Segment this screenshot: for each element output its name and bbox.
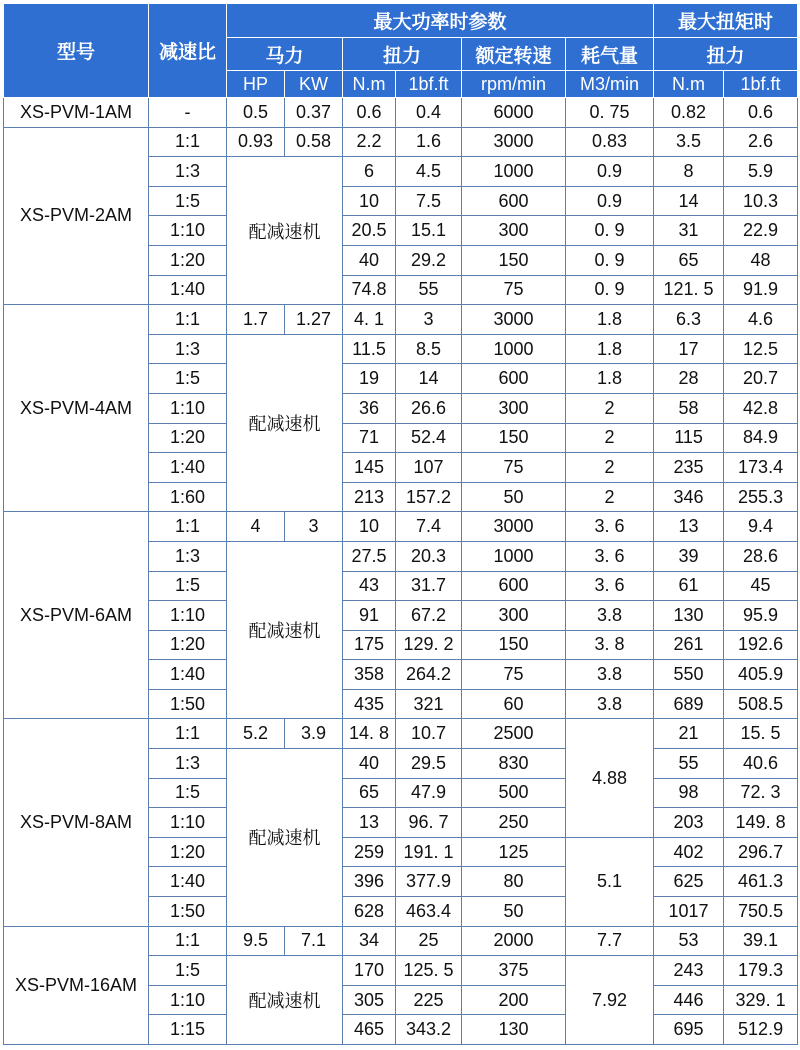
torque-lbf-cell: 3 — [396, 305, 462, 335]
ratio-cell: 1:50 — [149, 897, 227, 927]
air-cell: 0. 9 — [566, 216, 654, 246]
max-torque-nm-cell: 402 — [654, 837, 724, 867]
air-cell: 2 — [566, 423, 654, 453]
max-torque-lbf-cell: 10.3 — [724, 186, 798, 216]
torque-lbf-cell: 67.2 — [396, 601, 462, 631]
air-cell: 7.92 — [566, 956, 654, 1045]
max-torque-nm-cell: 446 — [654, 985, 724, 1015]
hp-cell: 0.5 — [227, 98, 285, 128]
max-torque-lbf-cell: 5.9 — [724, 157, 798, 187]
torque-lbf-cell: 14 — [396, 364, 462, 394]
max-torque-lbf-cell: 42.8 — [724, 393, 798, 423]
table-body — [4, 98, 798, 1045]
rpm-cell: 300 — [462, 601, 566, 631]
hp-cell: 4 — [227, 512, 285, 542]
max-torque-lbf-cell: 95.9 — [724, 601, 798, 631]
unit-lbf-max: 1bf.ft — [724, 71, 798, 98]
ratio-cell: 1:10 — [149, 393, 227, 423]
unit-hp: HP — [227, 71, 285, 98]
max-torque-nm-cell: 261 — [654, 630, 724, 660]
max-torque-lbf-cell: 12.5 — [724, 334, 798, 364]
max-torque-nm-cell: 31 — [654, 216, 724, 246]
air-cell: 0.9 — [566, 186, 654, 216]
kw-cell: 1.27 — [285, 305, 343, 335]
rpm-cell: 3000 — [462, 512, 566, 542]
torque-lbf-cell: 47.9 — [396, 778, 462, 808]
max-torque-nm-cell: 65 — [654, 245, 724, 275]
torque-lbf-cell: 55 — [396, 275, 462, 305]
max-torque-nm-cell: 3.5 — [654, 127, 724, 157]
rpm-cell: 3000 — [462, 127, 566, 157]
torque-nm-cell: 40 — [343, 245, 396, 275]
torque-nm-cell: 0.6 — [343, 98, 396, 128]
torque-lbf-cell: 377.9 — [396, 867, 462, 897]
ratio-cell: 1:40 — [149, 275, 227, 305]
max-torque-nm-cell: 203 — [654, 808, 724, 838]
torque-lbf-cell: 31.7 — [396, 571, 462, 601]
torque-lbf-cell: 10.7 — [396, 719, 462, 749]
max-torque-lbf-cell: 84.9 — [724, 423, 798, 453]
rpm-cell: 600 — [462, 364, 566, 394]
col-header-torque-max: 扭力 — [654, 38, 798, 71]
table-row — [4, 305, 798, 335]
max-torque-nm-cell: 21 — [654, 719, 724, 749]
table-row — [4, 127, 798, 157]
col-header-max-power-group: 最大功率时参数 — [227, 4, 654, 38]
hp-cell: 1.7 — [227, 305, 285, 335]
max-torque-nm-cell: 0.82 — [654, 98, 724, 128]
torque-lbf-cell: 96. 7 — [396, 808, 462, 838]
rpm-cell: 250 — [462, 808, 566, 838]
torque-nm-cell: 305 — [343, 985, 396, 1015]
rpm-cell: 150 — [462, 245, 566, 275]
torque-lbf-cell: 463.4 — [396, 897, 462, 927]
unit-m3: M3/min — [566, 71, 654, 98]
ratio-cell: 1:20 — [149, 423, 227, 453]
ratio-cell: 1:20 — [149, 630, 227, 660]
model-cell: XS-PVM-4AM — [4, 305, 149, 512]
kw-cell: 0.58 — [285, 127, 343, 157]
ratio-cell: 1:1 — [149, 719, 227, 749]
rpm-cell: 50 — [462, 897, 566, 927]
torque-nm-cell: 213 — [343, 482, 396, 512]
unit-rpm: rpm/min — [462, 71, 566, 98]
torque-lbf-cell: 15.1 — [396, 216, 462, 246]
torque-lbf-cell: 8.5 — [396, 334, 462, 364]
table-row — [4, 926, 798, 956]
torque-lbf-cell: 7.5 — [396, 186, 462, 216]
max-torque-nm-cell: 53 — [654, 926, 724, 956]
unit-lbf: 1bf.ft — [396, 71, 462, 98]
max-torque-lbf-cell: 22.9 — [724, 216, 798, 246]
hp-cell: 0.93 — [227, 127, 285, 157]
torque-nm-cell: 19 — [343, 364, 396, 394]
torque-nm-cell: 358 — [343, 660, 396, 690]
rpm-cell: 75 — [462, 275, 566, 305]
torque-nm-cell: 40 — [343, 749, 396, 779]
torque-nm-cell: 10 — [343, 512, 396, 542]
ratio-cell: 1:50 — [149, 689, 227, 719]
air-cell: 0. 9 — [566, 245, 654, 275]
ratio-cell: 1:5 — [149, 778, 227, 808]
torque-nm-cell: 145 — [343, 453, 396, 483]
torque-lbf-cell: 7.4 — [396, 512, 462, 542]
rpm-cell: 60 — [462, 689, 566, 719]
max-torque-nm-cell: 55 — [654, 749, 724, 779]
torque-nm-cell: 170 — [343, 956, 396, 986]
ratio-cell: 1:5 — [149, 571, 227, 601]
max-torque-lbf-cell: 39.1 — [724, 926, 798, 956]
rpm-cell: 50 — [462, 482, 566, 512]
max-torque-nm-cell: 6.3 — [654, 305, 724, 335]
ratio-cell: 1:40 — [149, 867, 227, 897]
torque-lbf-cell: 129. 2 — [396, 630, 462, 660]
rpm-cell: 2500 — [462, 719, 566, 749]
max-torque-nm-cell: 98 — [654, 778, 724, 808]
model-cell: XS-PVM-1AM — [4, 98, 149, 128]
air-cell: 3. 6 — [566, 571, 654, 601]
torque-nm-cell: 6 — [343, 157, 396, 187]
max-torque-nm-cell: 689 — [654, 689, 724, 719]
max-torque-lbf-cell: 9.4 — [724, 512, 798, 542]
torque-lbf-cell: 29.2 — [396, 245, 462, 275]
max-torque-lbf-cell: 48 — [724, 245, 798, 275]
max-torque-lbf-cell: 461.3 — [724, 867, 798, 897]
torque-nm-cell: 43 — [343, 571, 396, 601]
torque-nm-cell: 259 — [343, 837, 396, 867]
air-cell: 0.83 — [566, 127, 654, 157]
torque-lbf-cell: 26.6 — [396, 393, 462, 423]
col-header-ratio: 减速比 — [149, 4, 227, 98]
model-cell: XS-PVM-2AM — [4, 127, 149, 305]
max-torque-nm-cell: 115 — [654, 423, 724, 453]
rpm-cell: 75 — [462, 453, 566, 483]
max-torque-nm-cell: 17 — [654, 334, 724, 364]
max-torque-lbf-cell: 508.5 — [724, 689, 798, 719]
ratio-cell: 1:10 — [149, 216, 227, 246]
rpm-cell: 300 — [462, 216, 566, 246]
table-row — [4, 719, 798, 749]
torque-nm-cell: 396 — [343, 867, 396, 897]
max-torque-lbf-cell: 72. 3 — [724, 778, 798, 808]
reducer-note: 配减速机 — [227, 956, 343, 1045]
ratio-cell: 1:10 — [149, 985, 227, 1015]
torque-lbf-cell: 20.3 — [396, 541, 462, 571]
max-torque-lbf-cell: 4.6 — [724, 305, 798, 335]
hp-cell: 9.5 — [227, 926, 285, 956]
ratio-cell: 1:10 — [149, 601, 227, 631]
ratio-cell: 1:1 — [149, 305, 227, 335]
rpm-cell: 500 — [462, 778, 566, 808]
spec-table — [3, 3, 798, 1045]
kw-cell: 0.37 — [285, 98, 343, 128]
rpm-cell: 300 — [462, 393, 566, 423]
rpm-cell: 6000 — [462, 98, 566, 128]
max-torque-lbf-cell: 173.4 — [724, 453, 798, 483]
air-cell: 5.1 — [566, 837, 654, 926]
torque-nm-cell: 435 — [343, 689, 396, 719]
hp-cell: 5.2 — [227, 719, 285, 749]
max-torque-nm-cell: 28 — [654, 364, 724, 394]
torque-nm-cell: 4. 1 — [343, 305, 396, 335]
table-header — [4, 4, 798, 98]
reducer-note: 配减速机 — [227, 541, 343, 719]
ratio-cell: 1:40 — [149, 453, 227, 483]
max-torque-lbf-cell: 255.3 — [724, 482, 798, 512]
max-torque-lbf-cell: 296.7 — [724, 837, 798, 867]
rpm-cell: 150 — [462, 423, 566, 453]
ratio-cell: 1:60 — [149, 482, 227, 512]
ratio-cell: 1:3 — [149, 541, 227, 571]
air-cell: 3.8 — [566, 601, 654, 631]
max-torque-nm-cell: 243 — [654, 956, 724, 986]
max-torque-nm-cell: 58 — [654, 393, 724, 423]
model-cell: XS-PVM-16AM — [4, 926, 149, 1044]
max-torque-lbf-cell: 179.3 — [724, 956, 798, 986]
unit-kw: KW — [285, 71, 343, 98]
max-torque-nm-cell: 121. 5 — [654, 275, 724, 305]
torque-nm-cell: 175 — [343, 630, 396, 660]
max-torque-nm-cell: 14 — [654, 186, 724, 216]
max-torque-lbf-cell: 0.6 — [724, 98, 798, 128]
kw-cell: 3 — [285, 512, 343, 542]
torque-nm-cell: 74.8 — [343, 275, 396, 305]
max-torque-nm-cell: 235 — [654, 453, 724, 483]
max-torque-lbf-cell: 28.6 — [724, 541, 798, 571]
torque-nm-cell: 2.2 — [343, 127, 396, 157]
max-torque-nm-cell: 1017 — [654, 897, 724, 927]
rpm-cell: 80 — [462, 867, 566, 897]
ratio-cell: 1:1 — [149, 512, 227, 542]
air-cell: 3.8 — [566, 689, 654, 719]
kw-cell: 7.1 — [285, 926, 343, 956]
air-cell: 0. 9 — [566, 275, 654, 305]
torque-lbf-cell: 157.2 — [396, 482, 462, 512]
ratio-cell: 1:5 — [149, 186, 227, 216]
torque-lbf-cell: 125. 5 — [396, 956, 462, 986]
ratio-cell: 1:3 — [149, 334, 227, 364]
max-torque-lbf-cell: 512.9 — [724, 1015, 798, 1045]
max-torque-lbf-cell: 2.6 — [724, 127, 798, 157]
rpm-cell: 830 — [462, 749, 566, 779]
torque-lbf-cell: 264.2 — [396, 660, 462, 690]
torque-lbf-cell: 321 — [396, 689, 462, 719]
ratio-cell: 1:3 — [149, 157, 227, 187]
ratio-cell: 1:10 — [149, 808, 227, 838]
max-torque-nm-cell: 8 — [654, 157, 724, 187]
reducer-note: 配减速机 — [227, 334, 343, 512]
torque-nm-cell: 36 — [343, 393, 396, 423]
kw-cell: 3.9 — [285, 719, 343, 749]
rpm-cell: 130 — [462, 1015, 566, 1045]
air-cell: 3. 6 — [566, 541, 654, 571]
max-torque-nm-cell: 346 — [654, 482, 724, 512]
rpm-cell: 600 — [462, 571, 566, 601]
air-cell: 3.8 — [566, 660, 654, 690]
max-torque-nm-cell: 625 — [654, 867, 724, 897]
max-torque-lbf-cell: 329. 1 — [724, 985, 798, 1015]
torque-lbf-cell: 52.4 — [396, 423, 462, 453]
max-torque-nm-cell: 13 — [654, 512, 724, 542]
rpm-cell: 75 — [462, 660, 566, 690]
rpm-cell: 375 — [462, 956, 566, 986]
torque-nm-cell: 34 — [343, 926, 396, 956]
torque-nm-cell: 13 — [343, 808, 396, 838]
col-header-model: 型号 — [4, 4, 149, 98]
model-cell: XS-PVM-6AM — [4, 512, 149, 719]
torque-lbf-cell: 25 — [396, 926, 462, 956]
torque-nm-cell: 65 — [343, 778, 396, 808]
col-header-air-consumption: 耗气量 — [566, 38, 654, 71]
rpm-cell: 1000 — [462, 157, 566, 187]
max-torque-lbf-cell: 149. 8 — [724, 808, 798, 838]
torque-nm-cell: 20.5 — [343, 216, 396, 246]
rpm-cell: 200 — [462, 985, 566, 1015]
rpm-cell: 600 — [462, 186, 566, 216]
ratio-cell: 1:15 — [149, 1015, 227, 1045]
torque-lbf-cell: 225 — [396, 985, 462, 1015]
air-cell: 2 — [566, 482, 654, 512]
torque-lbf-cell: 4.5 — [396, 157, 462, 187]
air-cell: 1.8 — [566, 305, 654, 335]
torque-nm-cell: 71 — [343, 423, 396, 453]
max-torque-nm-cell: 61 — [654, 571, 724, 601]
torque-lbf-cell: 1.6 — [396, 127, 462, 157]
ratio-cell: 1:1 — [149, 926, 227, 956]
rpm-cell: 2000 — [462, 926, 566, 956]
torque-nm-cell: 465 — [343, 1015, 396, 1045]
torque-lbf-cell: 191. 1 — [396, 837, 462, 867]
torque-lbf-cell: 0.4 — [396, 98, 462, 128]
max-torque-lbf-cell: 405.9 — [724, 660, 798, 690]
air-cell: 1.8 — [566, 364, 654, 394]
torque-nm-cell: 27.5 — [343, 541, 396, 571]
ratio-cell: - — [149, 98, 227, 128]
torque-nm-cell: 628 — [343, 897, 396, 927]
rpm-cell: 1000 — [462, 334, 566, 364]
torque-nm-cell: 91 — [343, 601, 396, 631]
air-cell: 3. 8 — [566, 630, 654, 660]
torque-nm-cell: 11.5 — [343, 334, 396, 364]
torque-lbf-cell: 343.2 — [396, 1015, 462, 1045]
ratio-cell: 1:5 — [149, 364, 227, 394]
torque-nm-cell: 14. 8 — [343, 719, 396, 749]
reducer-note: 配减速机 — [227, 157, 343, 305]
max-torque-nm-cell: 130 — [654, 601, 724, 631]
reducer-note: 配减速机 — [227, 749, 343, 927]
air-cell: 2 — [566, 453, 654, 483]
max-torque-lbf-cell: 40.6 — [724, 749, 798, 779]
unit-nm: N.m — [343, 71, 396, 98]
max-torque-nm-cell: 550 — [654, 660, 724, 690]
air-cell: 0.9 — [566, 157, 654, 187]
max-torque-lbf-cell: 91.9 — [724, 275, 798, 305]
torque-nm-cell: 10 — [343, 186, 396, 216]
ratio-cell: 1:20 — [149, 837, 227, 867]
ratio-cell: 1:5 — [149, 956, 227, 986]
ratio-cell: 1:1 — [149, 127, 227, 157]
table-row — [4, 512, 798, 542]
max-torque-lbf-cell: 192.6 — [724, 630, 798, 660]
unit-nm-max: N.m — [654, 71, 724, 98]
torque-lbf-cell: 29.5 — [396, 749, 462, 779]
max-torque-nm-cell: 39 — [654, 541, 724, 571]
air-cell: 4.88 — [566, 719, 654, 837]
ratio-cell: 1:3 — [149, 749, 227, 779]
max-torque-lbf-cell: 20.7 — [724, 364, 798, 394]
torque-lbf-cell: 107 — [396, 453, 462, 483]
max-torque-lbf-cell: 15. 5 — [724, 719, 798, 749]
table-row — [4, 98, 798, 128]
ratio-cell: 1:40 — [149, 660, 227, 690]
rpm-cell: 1000 — [462, 541, 566, 571]
air-cell: 0. 75 — [566, 98, 654, 128]
max-torque-lbf-cell: 45 — [724, 571, 798, 601]
col-header-horsepower: 马力 — [227, 38, 343, 71]
rpm-cell: 150 — [462, 630, 566, 660]
air-cell: 2 — [566, 393, 654, 423]
air-cell: 3. 6 — [566, 512, 654, 542]
air-cell: 1.8 — [566, 334, 654, 364]
ratio-cell: 1:20 — [149, 245, 227, 275]
col-header-rated-speed: 额定转速 — [462, 38, 566, 71]
rpm-cell: 125 — [462, 837, 566, 867]
col-header-torque: 扭力 — [343, 38, 462, 71]
air-cell: 7.7 — [566, 926, 654, 956]
max-torque-nm-cell: 695 — [654, 1015, 724, 1045]
rpm-cell: 3000 — [462, 305, 566, 335]
model-cell: XS-PVM-8AM — [4, 719, 149, 926]
max-torque-lbf-cell: 750.5 — [724, 897, 798, 927]
col-header-max-torque-group: 最大扭矩时 — [654, 4, 798, 38]
